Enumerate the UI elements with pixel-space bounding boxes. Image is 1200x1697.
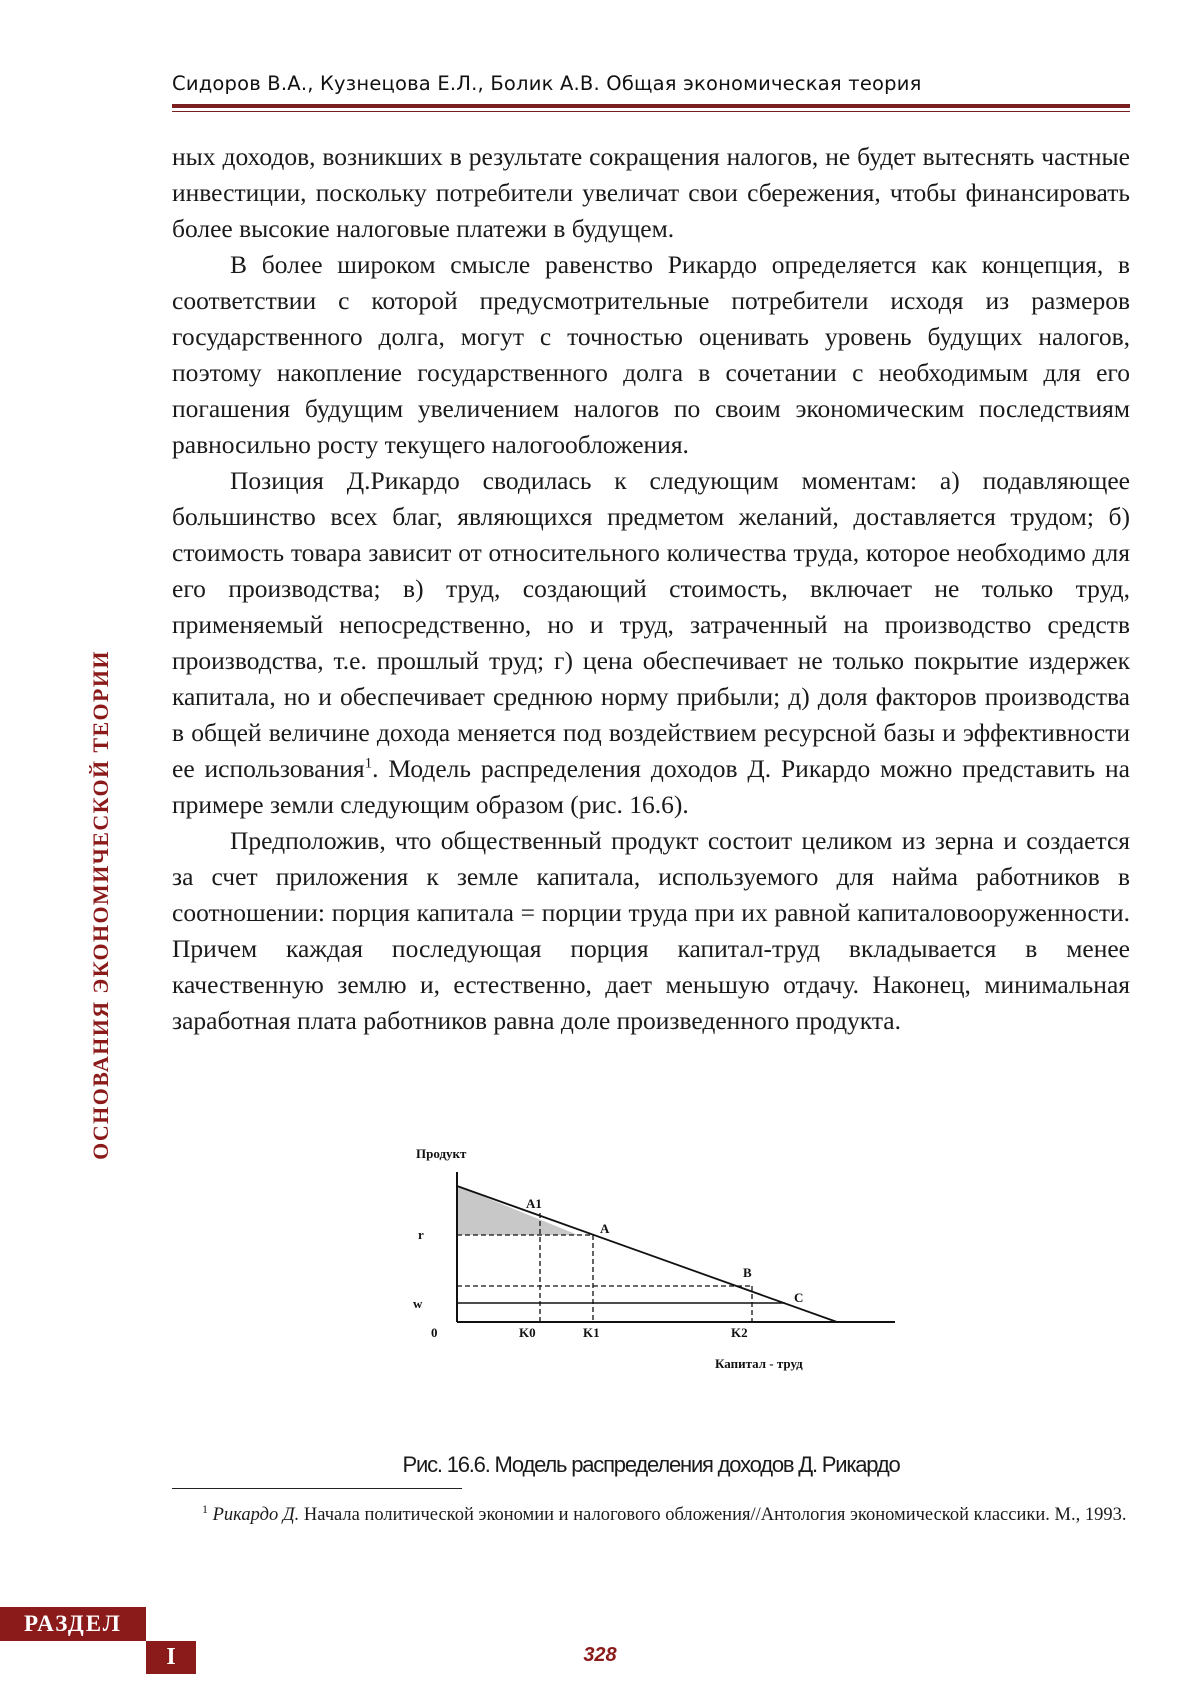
y-axis-label: Продукт (416, 1146, 467, 1161)
marginal-product-line (457, 1186, 837, 1322)
figure-ricardo-model (413, 1146, 990, 1445)
paragraph-4: Предположив, что общественный продукт состоит целиком из зерна и создается за счет приложения к земле капитала, используемого для найма работников в соотношении: порция капитала = порции труда при их равной капиталовооруженности. Причем каждая последующая порция капитал-труд вкладывается в менее качественную землю и, естественно, дает меньшую отдачу. Наконец, минимальная заработная плата работников равна доле произведенного продукта. (172, 826, 1130, 1035)
figure-caption: Рис. 16.6. Модель распределения доходов Д. Рикардо (402, 1452, 900, 1477)
footnote (172, 1502, 1130, 1528)
tick-label-w: w (413, 1296, 423, 1311)
vertical-section-label: ОСНОВАНИЯ ЭКОНОМИЧЕСКОЙ ТЕОРИИ (88, 650, 113, 1160)
point-label-a1: A1 (526, 1196, 542, 1211)
page-number: 328 (583, 1644, 617, 1666)
footnote-rule (172, 1488, 462, 1489)
footnote-mark: 1 (202, 1501, 208, 1516)
tick-label-k1: K1 (583, 1325, 600, 1340)
origin-label: 0 (431, 1325, 438, 1340)
footnote-reference[interactable]: 1 (364, 755, 373, 772)
header-rule-thick (172, 104, 1130, 108)
header-rule-thin (172, 111, 1130, 112)
footnote-text: Начала политической экономии и налогового обложения//Антология экономической классики. М., 1993. (299, 1505, 1127, 1525)
x-axis-label: Капитал - труд (715, 1356, 803, 1371)
ricardo-diagram (413, 1146, 990, 1445)
body-text (172, 139, 1130, 1039)
running-header-title: Сидоров В.А., Кузнецова Е.Л., Болик А.В. Общая экономическая теория (172, 72, 922, 95)
paragraph-2: В более широком смысле равенство Рикардо определяется как концепция, в соответствии с которой предусмотрительные потребители исходя из размеров государственного долга, могут с точностью оценивать уровень будущих налогов, поэтому накопление государственного долга в сочетании с необходимым для его погашения будущим увеличением налогов по своим экономическим последствиям равносильно росту текущего налогообложения. (172, 250, 1130, 459)
paragraph-1: ных доходов, возникших в результате сокращения налогов, не будет вытеснять частные инвестиции, поскольку потребители увеличат свои сбережения, чтобы финансировать более высокие налоговые платежи в будущем. (172, 142, 1130, 243)
section-number-badge: I (146, 1641, 196, 1674)
footnote-author: Рикардо Д. (212, 1505, 300, 1525)
point-label-b: B (743, 1265, 752, 1280)
tick-label-k0: K0 (519, 1325, 536, 1340)
paragraph-3-text-b: . Модель распределения доходов Д. Рикардо можно представить на примере земли следующим образом (рис. 16.6). (172, 754, 1130, 819)
paragraph-3 (172, 463, 1130, 823)
section-label-badge: РАЗДЕЛ (0, 1607, 146, 1641)
point-label-c: C (794, 1290, 804, 1305)
tick-label-k2: K2 (731, 1325, 748, 1340)
tick-label-r: r (418, 1227, 424, 1242)
point-label-a: A (600, 1221, 610, 1236)
paragraph-3-text-a: Позиция Д.Рикардо сводилась к следующим моментам: а) подавляющее большинство всех благ, являющихся предметом желаний, доставляется трудом; б) стоимость товара зависит от относительного количества труда, которое необходимо для его производства; в) труд, создающий стоимость, включает не только труд, применяемый непосредственно, но и труд, затраченный на производство средств производства, т.е. прошлый труд; г) цена обеспечивает не только покрытие издержек капитала, но и обеспечивает среднюю норму прибыли; д) доля факторов производства в общей величине дохода меняется под воздействием ресурсной базы и эффективности ее использования (172, 466, 1130, 783)
